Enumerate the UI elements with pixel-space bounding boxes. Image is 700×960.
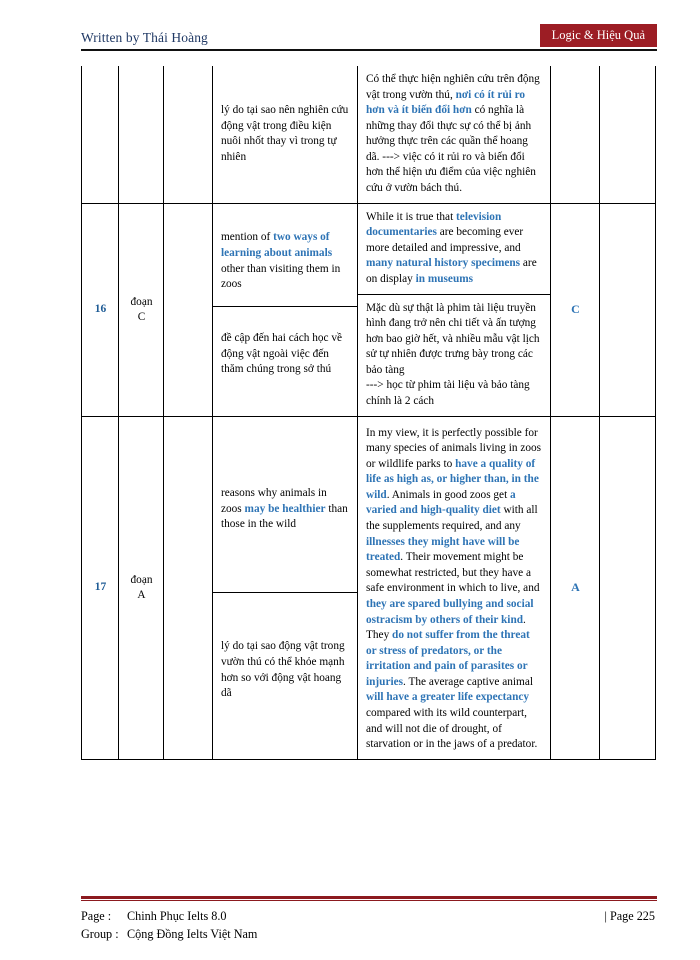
- cell-paragraph-ref: [119, 66, 164, 203]
- plain-text-run: While it is true that: [366, 210, 457, 223]
- table-row: [82, 416, 656, 759]
- highlighted-phrase: nơi có ít rủi ro hơn và ít biến đổi hơn: [366, 88, 526, 117]
- plain-text-run: . The average captive animal: [403, 675, 533, 688]
- cell-keyword-split: [213, 203, 358, 416]
- plain-text-run: có nghĩa là những thay đổi thực sự có thể bị ảnh hưởng thực trên các quần thể hoang dã. ---> việc có it rủi ro và biến đổi hơn thể hiện ưu điểm của việc nghiên cứu ở vườn bách thú.: [366, 104, 536, 195]
- plain-text-run: In my view, it is perfectly possible for many species of animals living in zoos or wildlife parks to: [366, 426, 542, 470]
- highlighted-phrase: a varied and high-quality diet: [366, 488, 516, 517]
- plain-text-run: other than visiting them in zoos: [221, 262, 341, 291]
- highlighted-phrase: have a quality of life as high as, or higher than, in the wild: [366, 457, 539, 501]
- plain-text-run: with all the supplements required, and any: [366, 504, 538, 533]
- keyword-text-vi: [213, 325, 357, 384]
- cell-passage-split: [358, 203, 551, 416]
- plain-text-run: mention of: [221, 231, 274, 244]
- keyword-text-en: [213, 224, 357, 298]
- question-number: [82, 128, 118, 140]
- cell-question-number: [82, 416, 119, 759]
- footer-page-number: | Page 225: [604, 909, 655, 923]
- passage-sub-cell: [358, 204, 550, 294]
- table-row: [82, 203, 656, 416]
- plain-text-run: lý do tại sao động vật trong vườn thú có thể khỏe mạnh hơn so với động vật hoang dã: [221, 640, 345, 700]
- cell-keyword-vi: [213, 66, 358, 203]
- plain-text-run: than those in the wild: [221, 502, 348, 531]
- page-header: [0, 0, 700, 56]
- plain-text-run: đề cập đến hai cách học về động vật ngoài việc đến thăm chúng trong sở thú: [221, 332, 343, 376]
- paragraph-ref: đoạn A: [130, 573, 153, 601]
- footer-page-line: [81, 909, 227, 924]
- footer-group-key: Group :: [81, 927, 119, 941]
- plain-text-run: are on display: [366, 257, 537, 285]
- plain-text-run: compared with its wild counterpart, and will not die of drought, of starvation or in the jaws of a predator.: [366, 706, 538, 751]
- table-row: [82, 66, 656, 203]
- plain-text-run: ---> học từ phim tài liệu và bảo tàng chính là 2 cách: [366, 379, 530, 407]
- passage-text: [358, 66, 550, 203]
- footer-divider-thick: [81, 896, 657, 899]
- plain-text-run: Có thể thực hiện nghiên cứu trên động vật trong vườn thú,: [366, 73, 540, 101]
- keyword-subtable: [213, 427, 357, 748]
- answer-explanation-table: [81, 66, 656, 760]
- paragraph-ref: đoạn C: [130, 295, 153, 323]
- passage-text: [358, 417, 550, 759]
- highlighted-phrase: television documentaries: [366, 210, 502, 239]
- footer-group-value: Cộng Đồng Ielts Việt Nam: [127, 927, 258, 941]
- footer-page-key: Page :: [81, 909, 112, 923]
- keyword-sub-cell: [213, 593, 357, 749]
- answer-letter: C: [571, 302, 580, 317]
- cell-question-number: [82, 66, 119, 203]
- cell-answer: [551, 416, 600, 759]
- keyword-text-en: [213, 480, 357, 539]
- plain-text-run: . Their movement might be somewhat restricted, but they have a safe environment in which to live, and: [366, 551, 540, 595]
- passage-text-vi: [358, 295, 550, 416]
- plain-text-run: reasons why animals in zoos: [221, 487, 327, 515]
- question-number: 16: [94, 302, 107, 315]
- highlighted-phrase: do not suffer from the threat or stress of predators, or the irritation and pain of parasites or injuries: [366, 629, 530, 688]
- cell-question-number: [82, 203, 119, 416]
- answer-letter: [551, 128, 599, 140]
- footer-divider-thin: [81, 900, 657, 901]
- question-number: 17: [94, 580, 107, 593]
- plain-text-run: Mặc dù sự thật là phim tài liệu truyền hình đang trở nên chi tiết và ấn tượng hơn bao giờ hết, và nhiều mẫu vật lịch sử tự nhiên được trưng bày trong các bảo tàng: [366, 301, 540, 376]
- keyword-sub-cell: [213, 427, 357, 593]
- plain-text-run: are becoming ever more detailed and impressive, and: [366, 226, 524, 254]
- highlighted-phrase: will have a greater life expectancy: [366, 691, 530, 704]
- cell-spacer-right: [600, 66, 656, 203]
- passage-subtable: [358, 204, 550, 416]
- cell-passage: [358, 66, 551, 203]
- keyword-text-vi: [213, 633, 357, 707]
- keyword-subtable: [213, 217, 357, 402]
- highlighted-phrase: many natural history specimens: [366, 257, 521, 270]
- header-divider: [81, 49, 657, 51]
- keyword-text: lý do tại sao nên nghiên cứu động vật trong điều kiện nuôi nhốt thay vì trong tự nhiên: [221, 104, 349, 163]
- paragraph-ref: [119, 128, 163, 140]
- cell-paragraph-ref: [119, 203, 164, 416]
- highlighted-phrase: in museums: [415, 272, 474, 285]
- footer-group-line: [81, 927, 257, 942]
- cell-answer: [551, 203, 600, 416]
- highlighted-phrase: may be healthier: [244, 502, 326, 515]
- cell-spacer-right: [600, 416, 656, 759]
- keyword-sub-cell: [213, 307, 357, 403]
- footer-page-value: Chinh Phục Ielts 8.0: [127, 909, 227, 923]
- passage-text-en: [358, 204, 550, 294]
- header-badge: Logic & Hiệu Quả: [540, 24, 657, 47]
- highlighted-phrase: they are spared bullying and social ostracism by others of their kind: [366, 597, 534, 626]
- cell-keyword-split: [213, 416, 358, 759]
- keyword-sub-cell: [213, 217, 357, 307]
- answer-letter: A: [571, 580, 580, 595]
- cell-spacer-left: [164, 66, 213, 203]
- cell-spacer-left: [164, 203, 213, 416]
- cell-paragraph-ref: [119, 416, 164, 759]
- cell-spacer-right: [600, 203, 656, 416]
- cell-spacer-left: [164, 416, 213, 759]
- header-author: Written by Thái Hoàng: [81, 30, 208, 45]
- highlighted-phrase: two ways of learning about animals: [221, 231, 333, 260]
- highlighted-phrase: illnesses they might have will be treated: [366, 535, 520, 564]
- plain-text-run: . Animals in good zoos get: [386, 488, 511, 501]
- cell-answer: [551, 66, 600, 203]
- plain-text-run: . They: [366, 613, 526, 642]
- passage-sub-cell: [358, 294, 550, 416]
- cell-passage: [358, 416, 551, 759]
